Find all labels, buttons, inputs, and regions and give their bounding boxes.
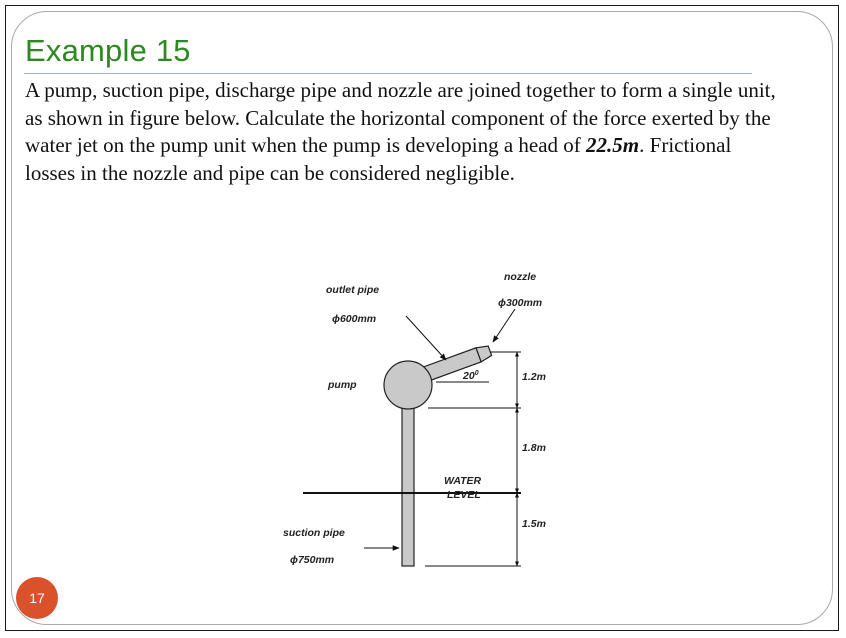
nozzle-label: nozzle [504,271,537,283]
head-value: 22.5m [586,133,640,157]
outlet-pipe-arrow [406,316,446,360]
problem-text-part2: . Frictional losses in the nozzle and pipe can be considered negligible. [25,133,732,185]
nozzle-arrow [493,309,515,342]
pump-label: pump [328,379,357,391]
angle-label [462,370,479,382]
suction-diameter-label: ϕ750mm [290,554,335,566]
outlet-diameter-label: ϕ600mm [332,313,377,325]
water-level-label-1: WATER [444,475,482,487]
outlet-pipe-label: outlet pipe [326,284,380,296]
angle-degree: 0 [474,370,479,377]
problem-text-part1: A pump, suction pipe, discharge pipe and nozzle are joined together to form a single unit, as shown in figure below. Calculate the horizontal component of the force exerted by the water jet on the pump unit when the pump is developing a head of [25,78,776,157]
slide-title: Example 15 [25,33,191,68]
dimension-label-1-2m: 1.2m [522,371,546,383]
suction-pipe [402,403,414,566]
suction-pipe-label: suction pipe [283,527,345,539]
pump-body [384,361,432,409]
dimension-label-1-8m: 1.8m [522,442,546,454]
dimension-label-1-5m: 1.5m [522,518,546,530]
water-level-label-2: LEVEL [447,489,481,501]
page-number-badge: 17 [16,577,58,619]
angle-value: 20 [463,370,475,382]
nozzle-diameter-label: ϕ300mm [498,297,543,309]
